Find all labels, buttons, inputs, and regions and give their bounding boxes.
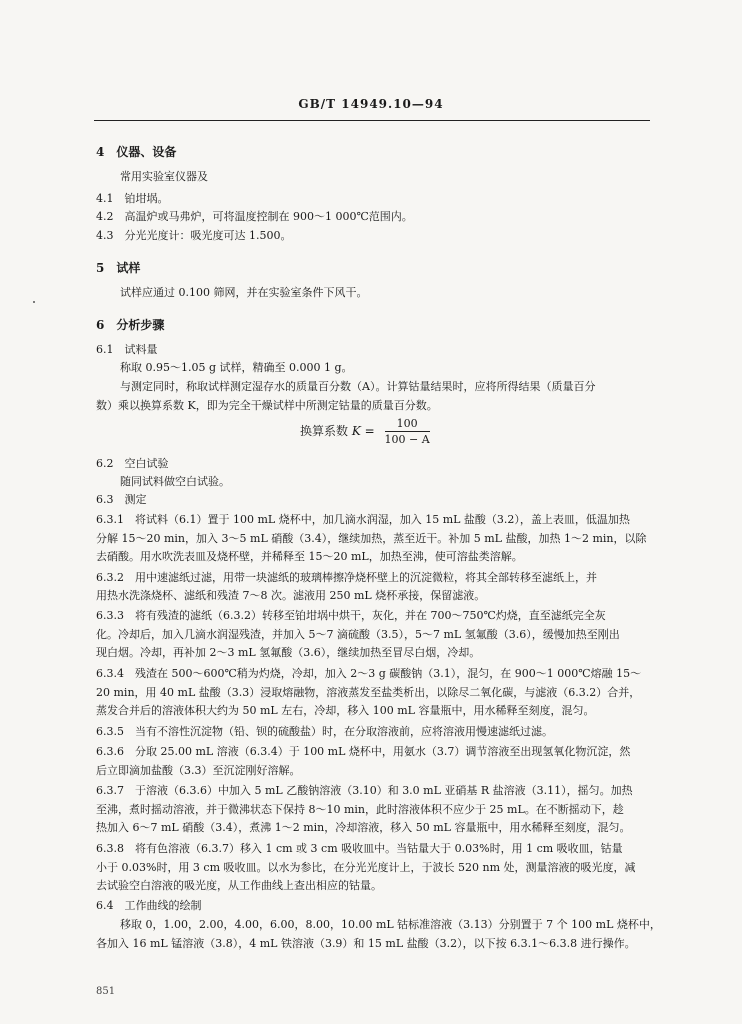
text-line: 4.1 铂坩埚。 [96,192,169,205]
text-line: 6.3 测定 [96,493,147,506]
text-line: 4.3 分光光度计：吸光度可达 1.500。 [96,229,292,242]
text-line: 热加入 6～7 mL 硝酸（3.4），煮沸 1～2 min，冷却溶液，移入 50 mL 容量瓶中，用水稀释至刻度，混匀。 [96,821,631,834]
formula-label: 换算系数 [300,424,349,438]
text-line: 后立即滴加盐酸（3.3）至沉淀刚好溶解。 [96,764,301,777]
text-line: 6.1 试料量 [96,343,158,356]
header-rule [94,120,650,121]
section-heading: 6 分析步骤 [96,318,165,332]
text-line: 称取 0.95～1.05 g 试样，精确至 0.000 1 g。 [120,361,353,374]
text-line: 用热水洗涤烧杯、滤纸和残渣 7～8 次。滤液用 250 mL 烧杯承接，保留滤液。 [96,589,486,602]
text-line: 常用实验室仪器及 [120,170,208,183]
section-heading: 4 仪器、设备 [96,145,177,159]
text-line: 与测定同时，称取试样测定湿存水的质量百分数（A）。计算钴量结果时，应将所得结果（质量百分 [120,380,596,393]
formula-equals: = [364,424,375,438]
text-line: 6.3.8 将有色溶液（6.3.7）移入 1 cm 或 3 cm 吸收皿中。当钴量大于 0.03%时，用 1 cm 吸收皿，钴量 [96,842,623,855]
section-heading: 5 试样 [96,261,141,275]
text-line: 4.2 高温炉或马弗炉，可将温度控制在 900～1 000℃范围内。 [96,210,413,223]
formula-variable: K [351,424,361,438]
text-line: 至沸，煮时摇动溶液，并于微沸状态下保持 8～10 min，此时溶液体积不应少于 25 mL。在不断摇动下，趁 [96,803,624,816]
text-line: 各加入 16 mL 锰溶液（3.8），4 mL 铁溶液（3.9）和 15 mL 盐酸（3.2），以下按 6.3.1～6.3.8 进行操作。 [96,937,636,950]
text-line: 去试验空白溶液的吸光度，从工作曲线上查出相应的钴量。 [96,879,382,892]
text-line: 6.3.2 用中速滤纸过滤，用带一块滤纸的玻璃棒擦净烧杯壁上的沉淀微粒，将其全部转移至滤纸上，并 [96,571,597,584]
text-line: 数）乘以换算系数 K，即为完全干燥试样中所测定钴量的质量百分数。 [96,399,438,412]
page-number: 851 [96,986,116,997]
text-line: 移取 0，1.00，2.00，4.00，6.00，8.00，10.00 mL 钴标准溶液（3.13）分别置于 7 个 100 mL 烧杯中， [120,918,661,931]
formula-denominator: 100 − A [384,433,430,446]
text-line: 20 min，用 40 mL 盐酸（3.3）浸取熔融物，溶液蒸发至盐类析出，以除尽二氧化碳，与滤液（6.3.2）合并， [96,686,641,699]
formula-numerator: 100 [385,417,430,432]
text-line: 6.4 工作曲线的绘制 [96,899,202,912]
text-line: 分解 15～20 min，加入 3～5 mL 硝酸（3.4），继续加热，蒸至近干。补加 5 mL 盐酸，加热 1～2 min，以除 [96,532,647,545]
scan-speck [33,301,35,303]
text-line: 6.3.1 将试料（6.1）置于 100 mL 烧杯中，加几滴水润湿，加入 15 mL 盐酸（3.2），盖上表皿，低温加热 [96,513,630,526]
text-line: 6.3.7 于溶液（6.3.6）中加入 5 mL 乙酸钠溶液（3.10）和 3.0 mL 亚硝基 R 盐溶液（3.11），摇匀。加热 [96,784,633,797]
text-line: 6.3.6 分取 25.00 mL 溶液（6.3.4）于 100 mL 烧杯中，用氨水（3.7）调节溶液至出现氢氧化物沉淀，然 [96,745,631,758]
conversion-formula [300,417,430,446]
formula-fraction [385,417,430,446]
text-line: 6.3.5 当有不溶性沉淀物（铅、钡的硫酸盐）时，在分取溶液前，应将溶液用慢速滤纸过滤。 [96,725,553,738]
text-line: 随同试料做空白试验。 [120,475,230,488]
text-line: 去硝酸。用水吹洗表皿及烧杯壁，并稀释至 15～20 mL，加热至沸，使可溶盐类溶解。 [96,550,523,563]
text-line: 现白烟。冷却，再补加 2～3 mL 氢氟酸（3.6），继续加热至冒尽白烟，冷却。 [96,646,481,659]
text-line: 蒸发合并后的溶液体积大约为 50 mL 左右，冷却，移入 100 mL 容量瓶中，用水稀释至刻度，混匀。 [96,704,595,717]
standard-header: GB/T 14949.10—94 [298,97,444,111]
text-line: 6.2 空白试验 [96,457,169,470]
text-line: 化。冷却后，加入几滴水润湿残渣，并加入 5～7 滴硫酸（3.5），5～7 mL 氢氟酸（3.6），缓慢加热至刚出 [96,628,620,641]
text-line: 小于 0.03%时，用 3 cm 吸收皿。以水为参比，在分光光度计上，于波长 520 nm 处，测量溶液的吸光度，减 [96,861,636,874]
text-line: 6.3.3 将有残渣的滤纸（6.3.2）转移至铂坩埚中烘干，灰化，并在 700～750℃灼烧，直至滤纸完全灰 [96,609,606,622]
text-line: 6.3.4 残渣在 500～600℃稍为灼烧，冷却，加入 2～3 g 碳酸钠（3.1），混匀，在 900～1 000℃熔融 15～ [96,667,642,680]
text-line: 试样应通过 0.100 筛网，并在实验室条件下风干。 [120,286,368,299]
